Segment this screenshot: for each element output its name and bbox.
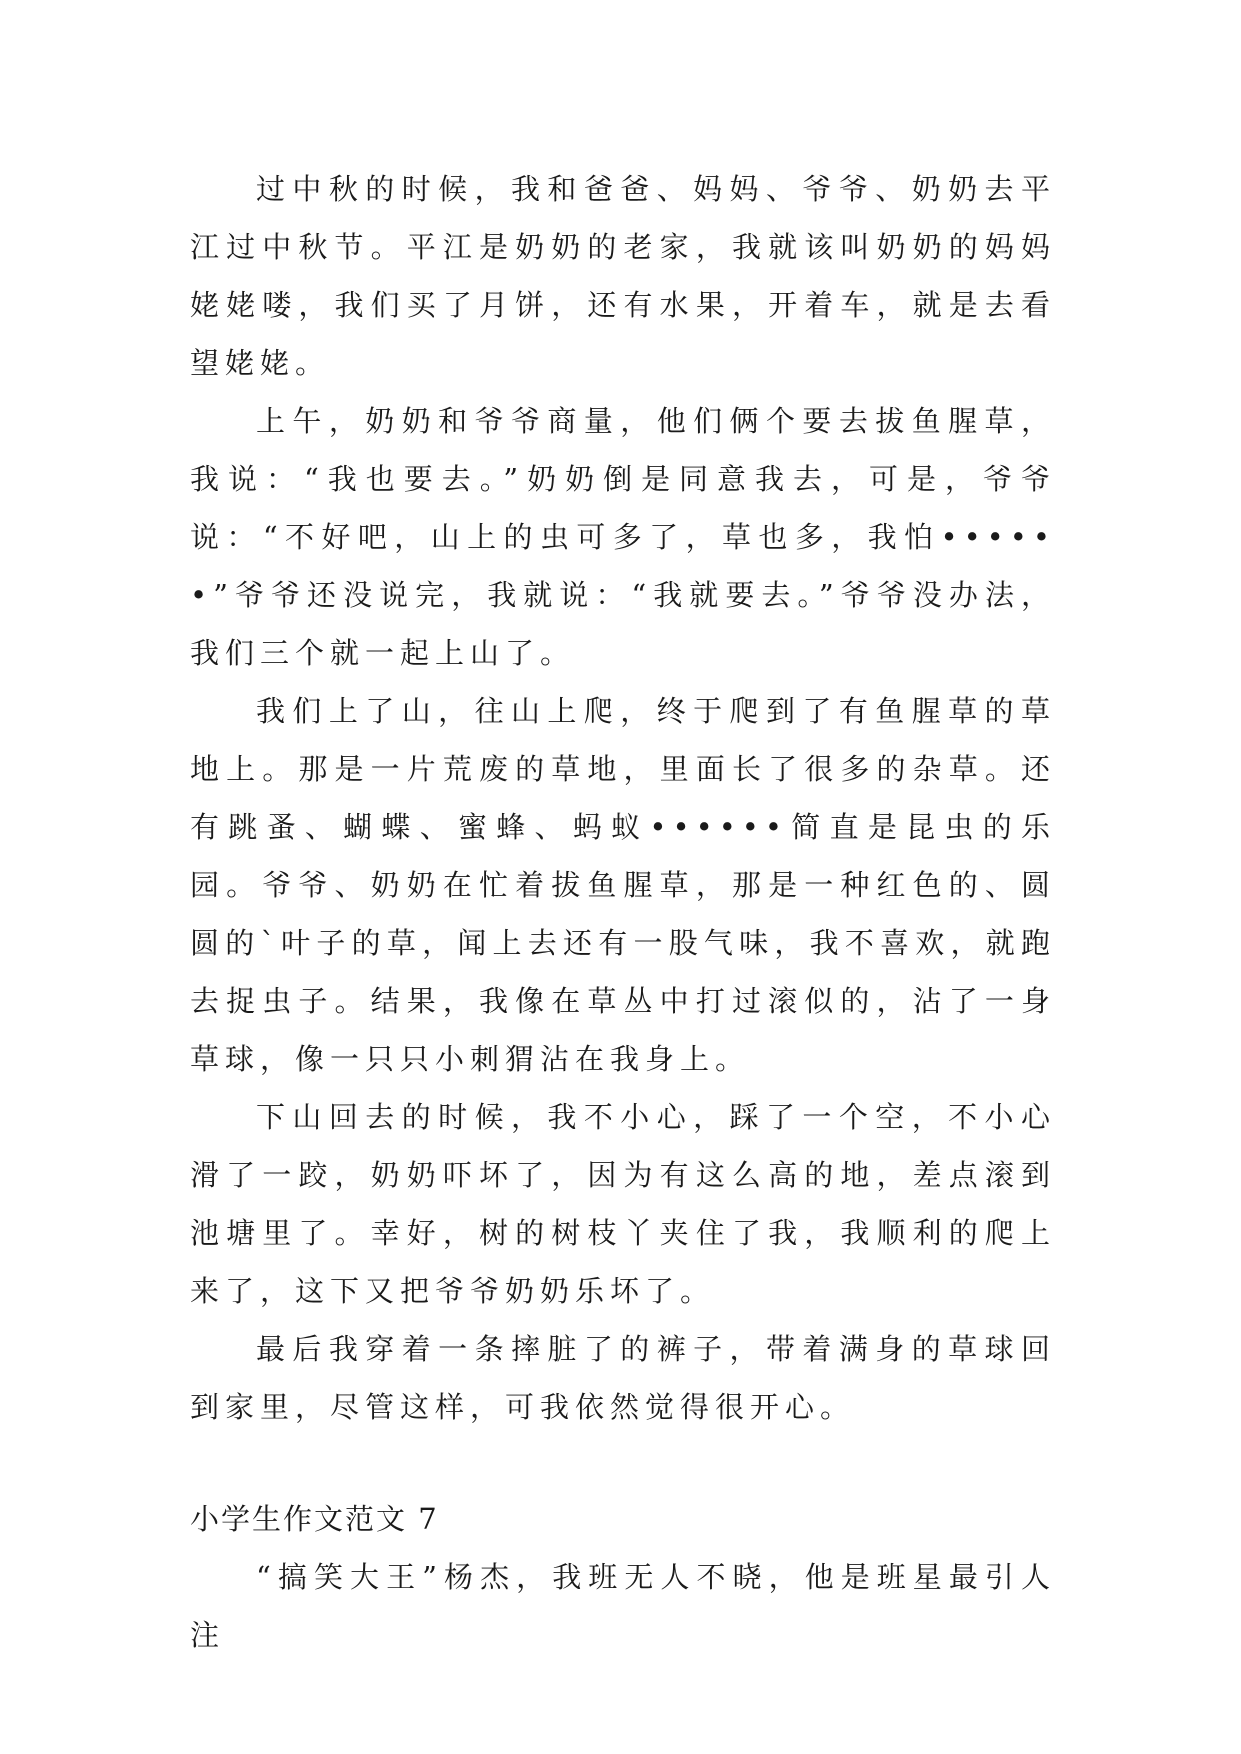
- paragraph-4: 下山回去的时候，我不小心，踩了一个空，不小心滑了一跤，奶奶吓坏了，因为有这么高的地，差点滚到池塘里了。幸好，树的树枝丫夹住了我，我顺利的爬上来了，这下又把爷爷奶奶乐坏了。: [190, 1100, 1056, 1308]
- document-body: [190, 160, 1056, 1664]
- paragraph-2: 上午，奶奶和爷爷商量，他们俩个要去拔鱼腥草，我说：“我也要去。”奶奶倒是同意我去，可是，爷爷说：“不好吧，山上的虫可多了，草也多，我怕••••••”爷爷还没说完，我就说：“我就要去。”爷爷没办法，我们三个就一起上山了。: [190, 404, 1056, 670]
- section-first-paragraph: “搞笑大王”杨杰，我班无人不晓，他是班星最引人注: [190, 1560, 1056, 1652]
- paragraph-3: 我们上了山，往山上爬，终于爬到了有鱼腥草的草地上。那是一片荒废的草地，里面长了很多的杂草。还有跳蚤、蝴蝶、蜜蜂、蚂蚁••••••简直是昆虫的乐园。爷爷、奶奶在忙着拔鱼腥草，那是一种红色的、圆圆的`叶子的草，闻上去还有一股气味，我不喜欢，就跑去捉虫子。结果，我像在草丛中打过滚似的，沾了一身草球，像一只只小刺猬沾在我身上。: [190, 694, 1056, 1076]
- paragraph-5: 最后我穿着一条摔脏了的裤子，带着满身的草球回到家里，尽管这样，可我依然觉得很开心。: [190, 1332, 1056, 1424]
- paragraph-1: 过中秋的时候，我和爸爸、妈妈、爷爷、奶奶去平江过中秋节。平江是奶奶的老家，我就该叫奶奶的妈妈姥姥喽，我们买了月饼，还有水果，开着车，就是去看望姥姥。: [190, 172, 1056, 380]
- section-title: 小学生作文范文 7: [190, 1502, 439, 1536]
